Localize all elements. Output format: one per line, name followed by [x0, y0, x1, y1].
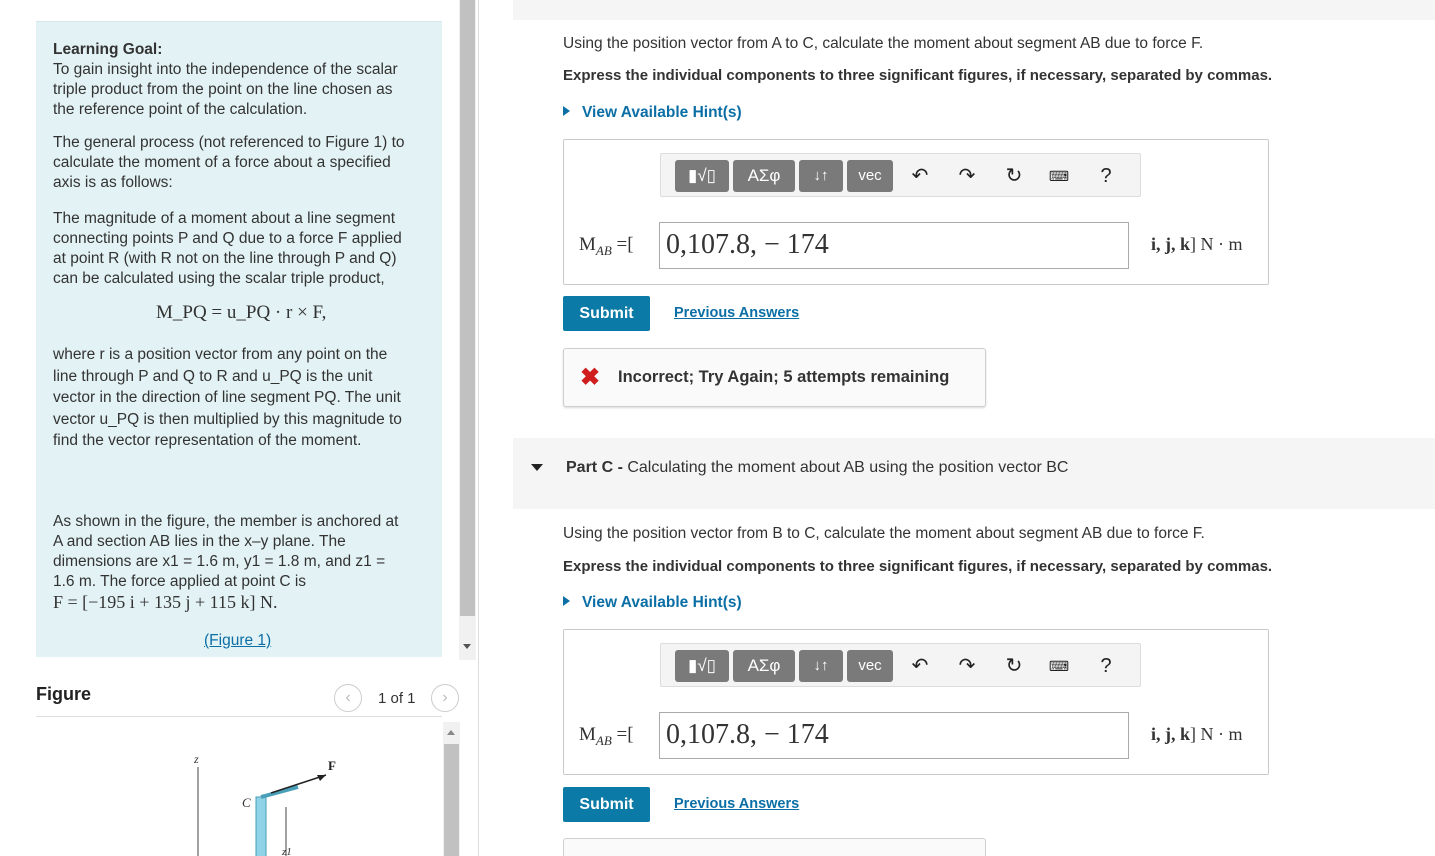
fraction-sqrt-icon: ▮√▯ — [687, 166, 717, 185]
scalar-triple-equation: M_PQ = u_PQ · r × F, — [156, 302, 327, 323]
figure-image — [36, 717, 442, 856]
part-c-express: Express the individual components to three significant figures, if necessary, separated by commas. — [563, 558, 1273, 575]
error-x-icon: ✖ — [580, 364, 601, 391]
part-c-answer-box — [563, 629, 1269, 775]
part-b-instruction: Using the position vector from A to C, calculate the moment about segment AB due to force F. — [563, 35, 1204, 52]
scroll-up-arrow-icon[interactable] — [447, 730, 455, 735]
greek-button[interactable]: ΑΣφ — [733, 650, 795, 682]
part-c-instruction: Using the position vector from B to C, calculate the moment about segment AB due to force F. — [563, 525, 1205, 542]
z-axis-label: z — [194, 752, 199, 766]
scrollbar-thumb[interactable] — [460, 0, 475, 616]
part-c-submit-button[interactable]: Submit — [563, 787, 650, 822]
figure-scrollbar[interactable] — [443, 722, 460, 856]
part-c-previous-answers-link[interactable]: Previous Answers — [674, 796, 800, 812]
reset-icon[interactable]: ↻ — [1005, 655, 1023, 677]
vector-button[interactable]: vec — [847, 160, 893, 192]
keyboard-icon[interactable]: ⌨ — [1048, 658, 1070, 674]
answer-label: $M_{AB}$ =[ — [579, 724, 634, 748]
templates-button[interactable] — [675, 650, 729, 682]
greek-button[interactable]: ΑΣφ — [733, 160, 795, 192]
point-c-label: C — [242, 795, 251, 810]
redo-icon[interactable]: ↷ — [958, 655, 976, 677]
undo-icon[interactable]: ↶ — [911, 165, 929, 187]
part-b-hint-toggle[interactable]: View Available Hint(s) — [563, 104, 742, 122]
answer-label: $M_{AB}$ =[ — [579, 234, 634, 258]
figure-viewport — [36, 716, 442, 856]
feedback-message: Incorrect; Try Again; 5 attempts remaining — [618, 368, 950, 386]
math-toolbar — [660, 643, 1141, 687]
answer-units: i, j, k] N · m — [1151, 724, 1243, 744]
collapse-triangle-icon[interactable] — [531, 464, 543, 471]
part-b-submit-button[interactable]: Submit — [563, 296, 650, 331]
arrows-button[interactable]: ↓↑ — [799, 650, 843, 682]
expand-triangle-icon — [563, 106, 570, 116]
learning-goal-text: To gain insight into the independence of the scalar triple product from the point on the line chosen as the reference point of the calculation. — [53, 61, 398, 118]
fraction-sqrt-icon: ▮√▯ — [687, 656, 717, 675]
part-c-heading[interactable]: Part C - Calculating the moment about AB using the position vector BC — [566, 459, 1069, 476]
part-b-express: Express the individual components to three significant figures, if necessary, separated by commas. — [563, 67, 1273, 84]
figure-scrollbar-thumb[interactable] — [444, 744, 459, 856]
learning-goal-label: Learning Goal: — [53, 41, 163, 58]
part-b-answer-box — [563, 139, 1269, 285]
help-button[interactable]: ? — [1100, 655, 1112, 677]
keyboard-icon[interactable]: ⌨ — [1048, 168, 1070, 184]
prev-figure-button[interactable]: ‹ — [334, 684, 362, 712]
redo-icon[interactable]: ↷ — [958, 165, 976, 187]
figure-link[interactable]: (Figure 1) — [204, 632, 272, 649]
templates-button[interactable] — [675, 160, 729, 192]
part-b-answer-input[interactable]: 0,107.8, − 174 — [659, 222, 1129, 269]
figure-pager-count: 1 of 1 — [378, 690, 416, 707]
answer-units: i, j, k] N · m — [1151, 234, 1243, 254]
help-button[interactable]: ? — [1100, 165, 1112, 187]
arrows-button[interactable]: ↓↑ — [799, 160, 843, 192]
vector-button[interactable]: vec — [847, 650, 893, 682]
part-b-feedback — [563, 348, 986, 407]
expand-triangle-icon — [563, 596, 570, 606]
process-text: The general process (not referenced to Figure 1) to calculate the moment of a force about a specified axis is as follows: — [53, 134, 405, 191]
force-label: F — [328, 758, 336, 773]
divider — [478, 0, 479, 856]
math-toolbar — [660, 153, 1141, 197]
reset-icon[interactable]: ↻ — [1005, 165, 1023, 187]
part-c-feedback-partial — [563, 838, 986, 856]
learning-goal-panel — [36, 21, 442, 657]
part-b-previous-answers-link[interactable]: Previous Answers — [674, 305, 800, 321]
scroll-down-arrow-icon[interactable] — [463, 644, 471, 649]
z1-label: z1 — [282, 846, 292, 856]
magnitude-text: The magnitude of a moment about a line segment connecting points P and Q due to a force F applied at point R (with R not on the line through P and Q) can be calculated using the scalar triple product, — [53, 210, 402, 287]
part-c-answer-input[interactable]: 0,107.8, − 174 — [659, 712, 1129, 759]
where-text: where r is a position vector from any point on the line through P and Q to R and u_PQ is the unit vector in the direction of line segment PQ. The unit vector u_PQ is then multiplied by this magnitude to find the vector representation of the moment. — [53, 346, 402, 449]
part-b-header-band — [513, 0, 1435, 20]
undo-icon[interactable]: ↶ — [911, 655, 929, 677]
part-c-hint-toggle[interactable]: View Available Hint(s) — [563, 594, 742, 612]
problem-statement: As shown in the figure, the member is anchored at A and section AB lies in the x–y plane. The dimensions are x1 = 1.6 m, y1 = 1.8 m, and z1 = 1.6 m. The force applied at point C is F = [−195 i + 135 j + 115 k] N. — [53, 513, 399, 612]
next-figure-button[interactable]: › — [431, 684, 459, 712]
left-scrollbar[interactable] — [458, 0, 478, 660]
figure-title: Figure — [36, 684, 92, 704]
